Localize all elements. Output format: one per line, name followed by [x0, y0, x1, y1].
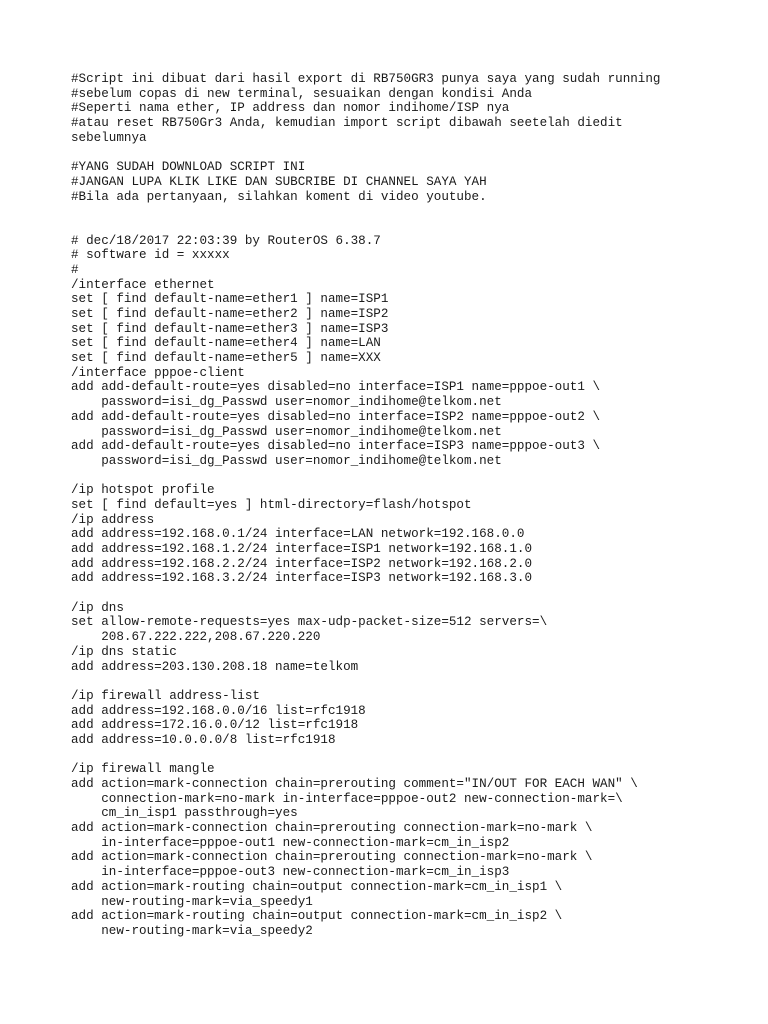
script-line: # — [71, 262, 79, 277]
script-line: in-interface=pppoe-out3 new-connection-mark=cm_in_isp3 — [71, 865, 510, 880]
script-line — [71, 145, 751, 160]
script-line — [71, 674, 751, 689]
script-line: set [ find default-name=ether4 ] name=LAN — [71, 336, 381, 351]
script-line: add add-default-route=yes disabled=no interface=ISP2 name=pppoe-out2 \ — [71, 409, 601, 424]
script-line: # software id = xxxxx — [71, 248, 230, 263]
script-line: /ip dns — [71, 600, 124, 615]
script-line: password=isi_dg_Passwd user=nomor_indihome@telkom.net — [71, 395, 502, 410]
script-line: add address=10.0.0.0/8 list=rfc1918 — [71, 732, 336, 747]
script-line: add action=mark-connection chain=prerouting connection-mark=no-mark \ — [71, 821, 593, 836]
script-line: /ip hotspot profile — [71, 483, 215, 498]
script-line: add address=192.168.1.2/24 interface=ISP1 network=192.168.1.0 — [71, 542, 533, 556]
script-line: password=isi_dg_Passwd user=nomor_indihome@telkom.net — [71, 424, 502, 439]
script-line: add add-default-route=yes disabled=no interface=ISP3 name=pppoe-out3 \ — [71, 439, 601, 454]
script-line: add address=172.16.0.0/12 list=rfc1918 — [71, 718, 359, 733]
script-line: #Script ini dibuat dari hasil export di RB750GR3 punya saya yang sudah running — [71, 72, 661, 86]
script-line: new-routing-mark=via_speedy2 — [71, 923, 313, 938]
script-line: add add-default-route=yes disabled=no interface=ISP1 name=pppoe-out1 \ — [71, 380, 601, 395]
script-line — [71, 204, 751, 219]
script-line: /interface pppoe-client — [71, 365, 245, 380]
script-line — [71, 586, 751, 601]
script-text-block — [71, 72, 751, 939]
script-line: set [ find default-name=ether5 ] name=XXX — [71, 351, 381, 366]
script-line: add address=192.168.2.2/24 interface=ISP2 network=192.168.2.0 — [71, 556, 533, 571]
script-line: add address=203.130.208.18 name=telkom — [71, 659, 359, 674]
script-line: /interface ethernet — [71, 277, 215, 292]
script-line: /ip address — [71, 512, 155, 527]
script-line: /ip firewall mangle — [71, 762, 215, 777]
script-line: new-routing-mark=via_speedy1 — [71, 894, 313, 909]
script-line: #atau reset RB750Gr3 Anda, kemudian import script dibawah seetelah diedit — [71, 116, 623, 131]
script-line: # dec/18/2017 22:03:39 by RouterOS 6.38.7 — [71, 233, 381, 248]
script-line: sebelumnya — [71, 130, 147, 145]
script-line: in-interface=pppoe-out1 new-connection-mark=cm_in_isp2 — [71, 835, 510, 850]
script-line: add action=mark-connection chain=prerouting connection-mark=no-mark \ — [71, 850, 593, 865]
script-line — [71, 469, 751, 484]
script-line: #Bila ada pertanyaan, silahkan koment di video youtube. — [71, 189, 487, 204]
script-line: add address=192.168.3.2/24 interface=ISP3 network=192.168.3.0 — [71, 571, 533, 586]
script-line: #YANG SUDAH DOWNLOAD SCRIPT INI — [71, 160, 306, 175]
script-line: 208.67.222.222,208.67.220.220 — [71, 630, 321, 645]
script-line: password=isi_dg_Passwd user=nomor_indihome@telkom.net — [71, 453, 502, 468]
script-line: set [ find default=yes ] html-directory=flash/hotspot — [71, 497, 472, 512]
script-line: add address=192.168.0.1/24 interface=LAN network=192.168.0.0 — [71, 527, 525, 542]
script-line — [71, 219, 751, 234]
script-line: set allow-remote-requests=yes max-udp-packet-size=512 servers=\ — [71, 615, 548, 630]
script-line: add action=mark-connection chain=prerouting comment="IN/OUT FOR EACH WAN" \ — [71, 777, 638, 791]
script-line: /ip firewall address-list — [71, 688, 260, 703]
script-line: #Seperti nama ether, IP address dan nomor indihome/ISP nya — [71, 101, 510, 116]
script-line: connection-mark=no-mark in-interface=pppoe-out2 new-connection-mark=\ — [71, 791, 623, 806]
script-line: set [ find default-name=ether2 ] name=ISP2 — [71, 307, 389, 321]
script-line: add action=mark-routing chain=output connection-mark=cm_in_isp2 \ — [71, 909, 563, 924]
script-line: set [ find default-name=ether3 ] name=ISP3 — [71, 321, 389, 336]
script-line — [71, 748, 751, 763]
script-line: #sebelum copas di new terminal, sesuaikan dengan kondisi Anda — [71, 86, 533, 101]
script-line: #JANGAN LUPA KLIK LIKE DAN SUBCRIBE DI CHANNEL SAYA YAH — [71, 174, 487, 189]
script-line: add action=mark-routing chain=output connection-mark=cm_in_isp1 \ — [71, 879, 563, 894]
script-line: /ip dns static — [71, 644, 177, 659]
script-line: set [ find default-name=ether1 ] name=ISP1 — [71, 292, 389, 307]
script-line: add address=192.168.0.0/16 list=rfc1918 — [71, 703, 366, 718]
script-line: cm_in_isp1 passthrough=yes — [71, 806, 298, 821]
